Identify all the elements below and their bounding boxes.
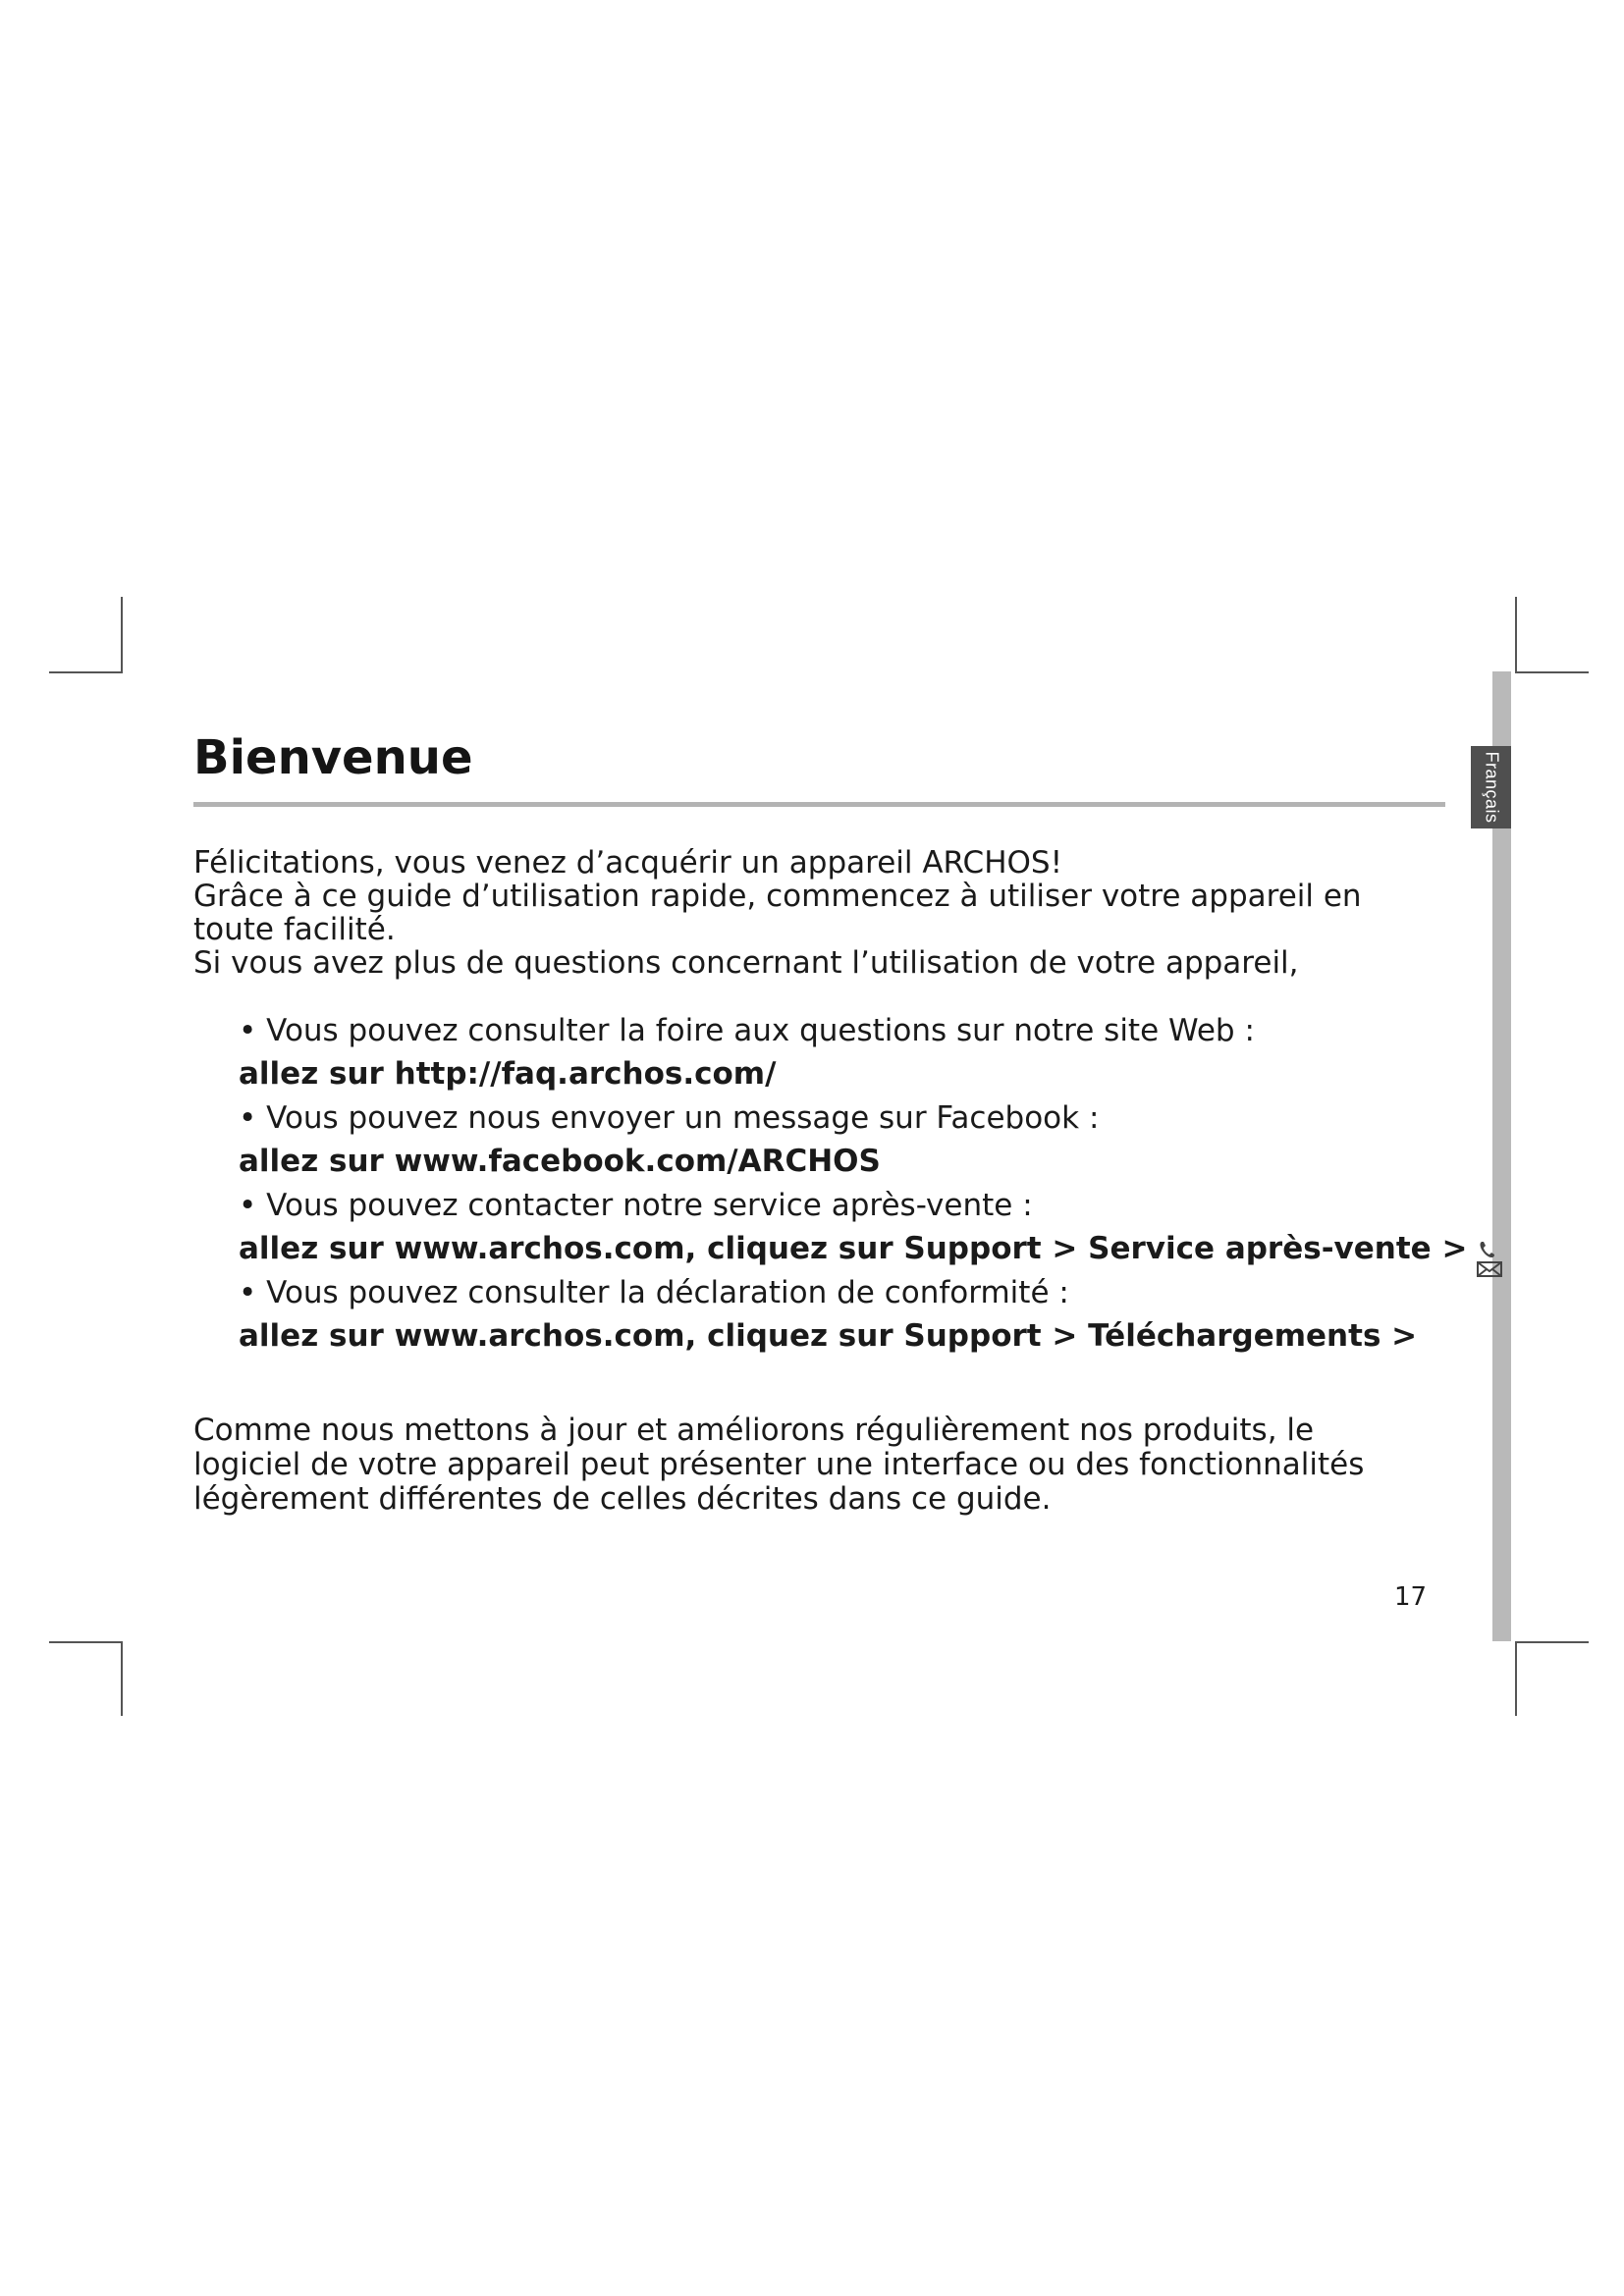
disclaimer-paragraph: Comme nous mettons à jour et améliorons régulièrement nos produits, le logiciel de votre appareil peut présenter une interface ou des fonctionnalités légèrement différentes de celles décrites dans ce guide. xyxy=(193,1413,1365,1517)
crop-mark-bottom-left-horizontal xyxy=(49,1641,123,1643)
language-tab xyxy=(1471,746,1511,828)
intro-line: Si vous avez plus de questions concernant l’utilisation de votre appareil, xyxy=(193,945,1299,981)
help-options-list xyxy=(239,1009,1468,1359)
envelope-icon xyxy=(1477,1261,1502,1277)
intro-line: Félicitations, vous venez d’acquérir un appareil ARCHOS! xyxy=(193,845,1063,881)
disclaimer-text xyxy=(193,1414,1401,1517)
page-title: Bienvenue xyxy=(193,730,473,785)
crop-mark-bottom-right-vertical xyxy=(1515,1641,1517,1716)
bullet-text: • Vous pouvez consulter la déclaration de conformité : xyxy=(239,1275,1069,1310)
facebook-link[interactable] xyxy=(239,1140,1378,1183)
bullet-text: • Vous pouvez contacter notre service après-vente : xyxy=(239,1188,1033,1223)
list-item xyxy=(239,1271,1418,1358)
faq-link[interactable] xyxy=(239,1052,1378,1095)
after-sales-link-text[interactable]: allez sur www.archos.com, cliquez sur Support > Service après-vente > xyxy=(239,1231,1468,1266)
downloads-link-text[interactable]: allez sur www.archos.com, cliquez sur Support > Téléchargements > xyxy=(239,1318,1418,1354)
downloads-link[interactable] xyxy=(239,1314,1418,1358)
list-item xyxy=(239,1184,1468,1270)
intro-line: Grâce à ce guide d’utilisation rapide, commencez à utiliser votre appareil en toute facilité. xyxy=(193,879,1362,947)
after-sales-link[interactable] xyxy=(239,1227,1468,1270)
contact-icons xyxy=(1477,1240,1502,1277)
crop-mark-top-right-horizontal xyxy=(1515,671,1589,673)
crop-mark-bottom-right-horizontal xyxy=(1515,1641,1589,1643)
faq-link-text[interactable]: allez sur http://faq.archos.com/ xyxy=(239,1056,777,1092)
language-tab-label: Français xyxy=(1482,751,1501,824)
phone-icon xyxy=(1477,1240,1498,1259)
bullet-text: • Vous pouvez consulter la foire aux questions sur notre site Web : xyxy=(239,1013,1255,1048)
page-number: 17 xyxy=(1394,1582,1428,1612)
title-divider xyxy=(193,802,1445,807)
list-item xyxy=(239,1009,1378,1095)
list-item xyxy=(239,1096,1378,1183)
crop-mark-top-left-horizontal xyxy=(49,671,123,673)
crop-mark-top-right-vertical xyxy=(1515,597,1517,671)
crop-mark-bottom-left-vertical xyxy=(121,1641,123,1716)
facebook-link-text[interactable]: allez sur www.facebook.com/ARCHOS xyxy=(239,1144,881,1179)
intro-text xyxy=(193,846,1401,980)
bullet-text: • Vous pouvez nous envoyer un message sur Facebook : xyxy=(239,1100,1100,1136)
crop-mark-top-left-vertical xyxy=(121,597,123,671)
